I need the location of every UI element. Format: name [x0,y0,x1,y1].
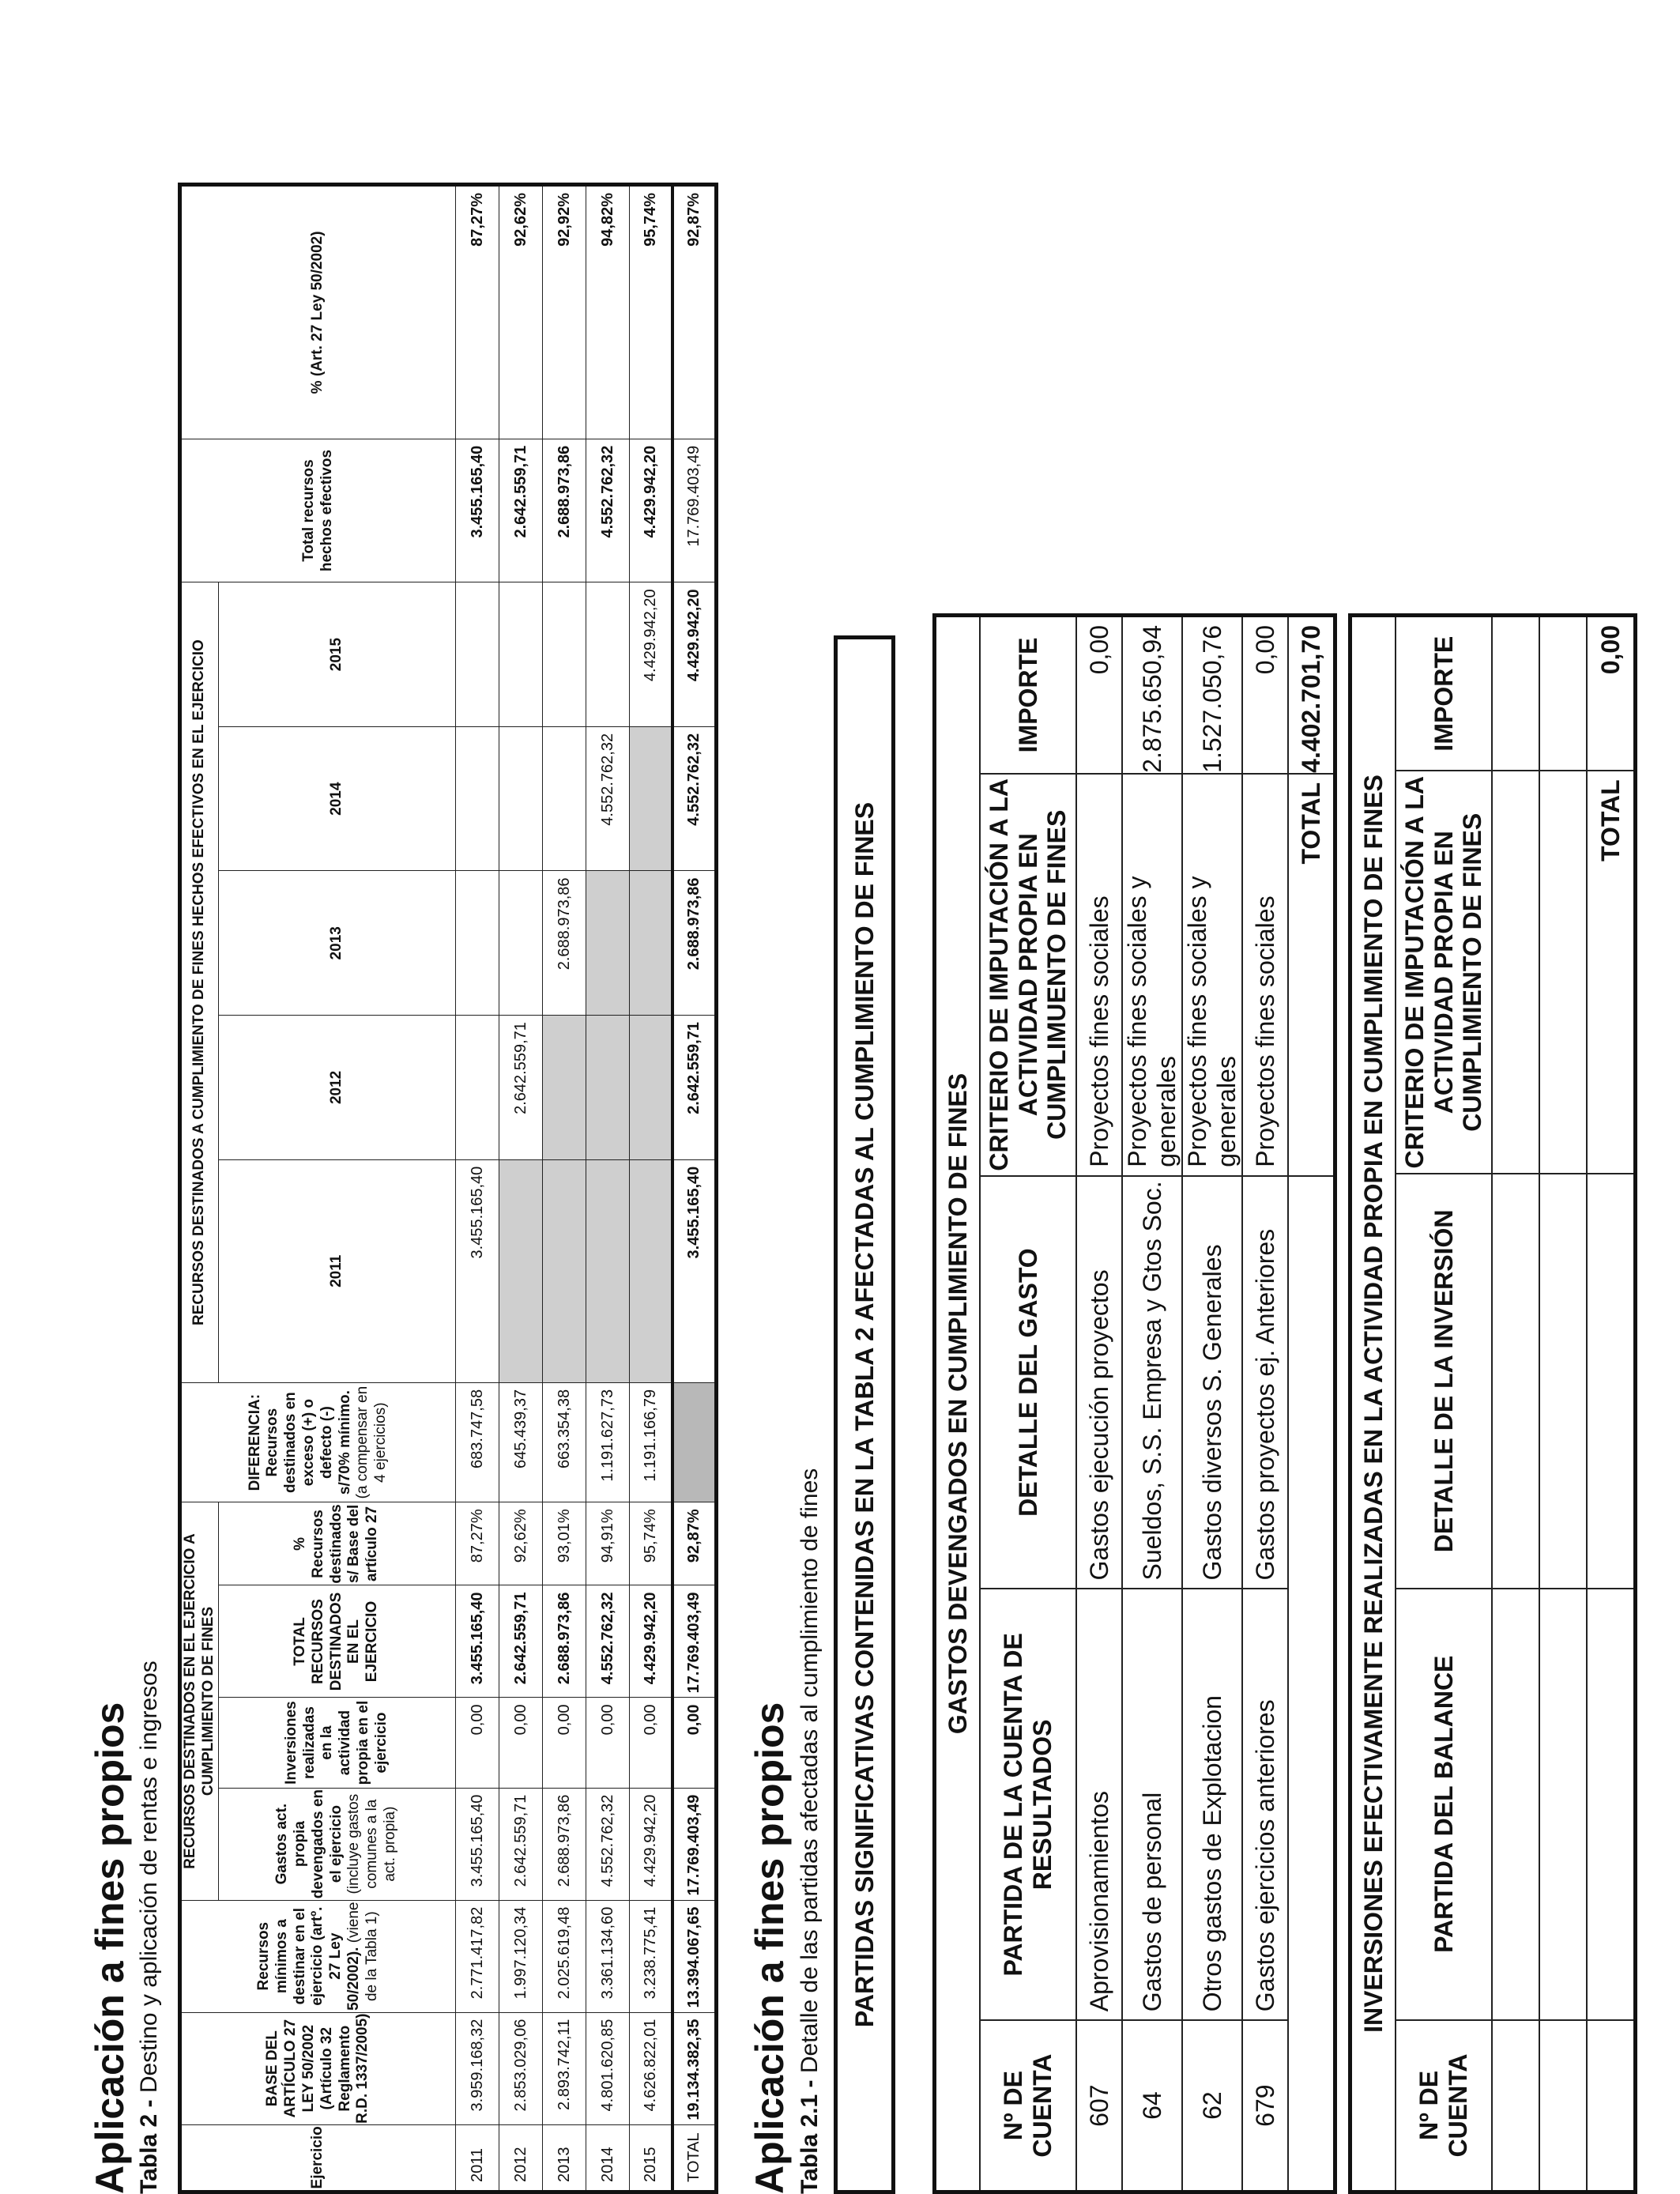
inv-header-cuenta: Nº DE CUENTA [1396,2020,1492,2192]
gastos-total-row [1288,616,1335,2192]
header-recursos-minimos: Recursos mínimos a destinar en el ejercicio (artº. 27 Ley 50/2002). (viene de la Tabla 1) [180,1900,456,2012]
header-total-hechos: Total recursos hechos efectivos [180,439,456,582]
header-ejercicio: Ejercicio [180,2124,456,2192]
header-total-recursos: TOTAL RECURSOS DESTINADOS EN EL EJERCICIO [218,1585,455,1698]
table-row: 62 Otros gastos de Explotacion Gastos diversos S. Generales Proyectos fines sociales y generales 1.527.050,76 [1182,616,1242,2192]
table2-caption [136,1661,163,2194]
header-gastos-act: Gastos act. propia devengados en el ejercicio (incluye gastos comunes a la act. propia) [218,1788,455,1900]
header-year-2011: 2011 [218,1159,455,1382]
header-base: BASE DEL ARTÍCULO 27 LEY 50/2002 (Artículo 32 Reglamento R.D. 1337/2005) [180,2012,456,2124]
inv-header-criterio: CRITERIO DE IMPUTACIÓN A LA ACTIVIDAD PROPIA EN CUMPLIMIENTO DE FINES [1396,771,1492,1174]
header-diferencia: DIFERENCIA: Recursos destinados en exceso (+) o defecto (-) s/70% mínimo. (a compensar en 4 ejercicios) [180,1382,456,1502]
inv-header-detalle: DETALLE DE LA INVERSIÓN [1396,1174,1492,1588]
header-pct-art27: % (Art. 27 Ley 50/2002) [180,185,456,439]
table-row [1492,616,1539,2192]
header-pct-recursos: % Recursos destinados s/ Base del artículo 27 [218,1502,455,1585]
gastos-header-partida: PARTIDA DE LA CUENTA DE RESULTADOS [980,1589,1076,2020]
table-row: 2012 2.853.029,06 1.997.120,34 2.642.559,71 0,00 2.642.559,71 92,62% 645.439,37 2.642.559,71 2.642.559,71 92,62% [499,185,542,2192]
gastos-total-label: TOTAL [1288,774,1335,1176]
section-title: Aplicación a fines propios [88,1702,132,2194]
table2 [178,183,718,2194]
table-row: 607 Aprovisionamientos Gastos ejecución proyectos Proyectos fines sociales 0,00 [1076,616,1122,2192]
gastos-header-importe: IMPORTE [980,616,1076,774]
table-row: 2013 2.893.742,11 2.025.619,48 2.688.973,86 0,00 2.688.973,86 93,01% 663.354,38 2.688.973,86 2.688.973,86 92,92% [542,185,586,2192]
table2-caption-text: Destino y aplicación de rentas e ingresos [136,1661,162,2094]
section2-title: Aplicación a fines propios [748,1702,792,2194]
gastos-total-value: 4.402.701,70 [1288,616,1335,774]
header-group-recursos-ejercicio: RECURSOS DESTINADOS EN EL EJERCICIO A CUMPLIMIENTO DE FINES [180,1502,219,1900]
inversiones-table [1348,613,1637,2194]
header-inversiones: Inversiones realizadas en la actividad propia en el ejercicio [218,1698,455,1788]
header-year-2013: 2013 [218,871,455,1016]
table-row: 2011 3.959.168,32 2.771.417,82 3.455.165,40 0,00 3.455.165,40 87,27% 683.747,58 3.455.165,40 3.455.165,40 87,27% [455,185,499,2192]
table-row: 2014 4.801.620,85 3.361.134,60 4.552.762,32 0,00 4.552.762,32 94,91% 1.191.627,73 4.552.762,32 4.552.762,32 94,82% [586,185,629,2192]
inv-header-importe: IMPORTE [1396,616,1492,771]
header-year-2014: 2014 [218,726,455,871]
inv-header-partida: PARTIDA DEL BALANCE [1396,1589,1492,2020]
header-year-2012: 2012 [218,1016,455,1160]
inversiones-total-label: TOTAL [1587,771,1636,1174]
gastos-header-cuenta: Nº DE CUENTA [980,2020,1076,2192]
table21-caption [797,1468,823,2194]
table21-caption-label: Tabla 2.1 - [797,2079,823,2194]
gastos-table [932,613,1337,2194]
table-row-total: TOTAL 19.134.382,35 13.394.067,65 17.769.403,49 0,00 17.769.403,49 92,87% 3.455.165,40 2.642.559,71 2.688.973,86 4.552.762,32 4.429.942,20 17.769.403,49 92,87% [672,185,716,2192]
header-year-2015: 2015 [218,582,455,727]
gastos-title: GASTOS DEVENGADOS EN CUMPLIMIENTO DE FINES [935,616,981,2192]
gastos-header-detalle: DETALLE DEL GASTO [980,1176,1076,1589]
gastos-header-criterio: CRITERIO DE IMPUTACIÓN A LA ACTIVIDAD PROPIA EN CUMPLIMUENTO DE FINES [980,774,1076,1176]
header-group-hechos-efectivos: RECURSOS DESTINADOS A CUMPLIMIENTO DE FINES HECHOS EFECTIVOS EN EL EJERCICIO [180,582,219,1383]
table-row [1539,616,1587,2192]
partidas-title: PARTIDAS SIGNIFICATIVAS CONTENIDAS EN LA TABLA 2 AFECTADAS AL CUMPLIMIENTO DE FINES [834,635,895,2194]
table-row: 64 Gastos de personal Sueldos, S.S. Empresa y Gtos Soc. Proyectos fines sociales y generales 2.875.650,94 [1122,616,1182,2192]
inversiones-title: INVERSIONES EFECTIVAMENTE REALIZADAS EN LA ACTIVIDAD PROPIA EN CUMPLIMIENTO DE FINES [1350,616,1396,2192]
table-row: 2015 4.626.822,01 3.238.775,41 4.429.942,20 0,00 4.429.942,20 95,74% 1.191.166,79 4.429.942,20 4.429.942,20 95,74% [629,185,672,2192]
table2-caption-label: Tabla 2 - [136,2099,162,2194]
table-row: 679 Gastos ejercicios anteriores Gastos proyectos ej. Anteriores Proyectos fines sociales 0,00 [1242,616,1288,2192]
inversiones-total-row [1587,616,1636,2192]
inversiones-total-value: 0,00 [1587,616,1636,771]
table21-caption-text: Detalle de las partidas afectadas al cumplimiento de fines [797,1468,823,2074]
